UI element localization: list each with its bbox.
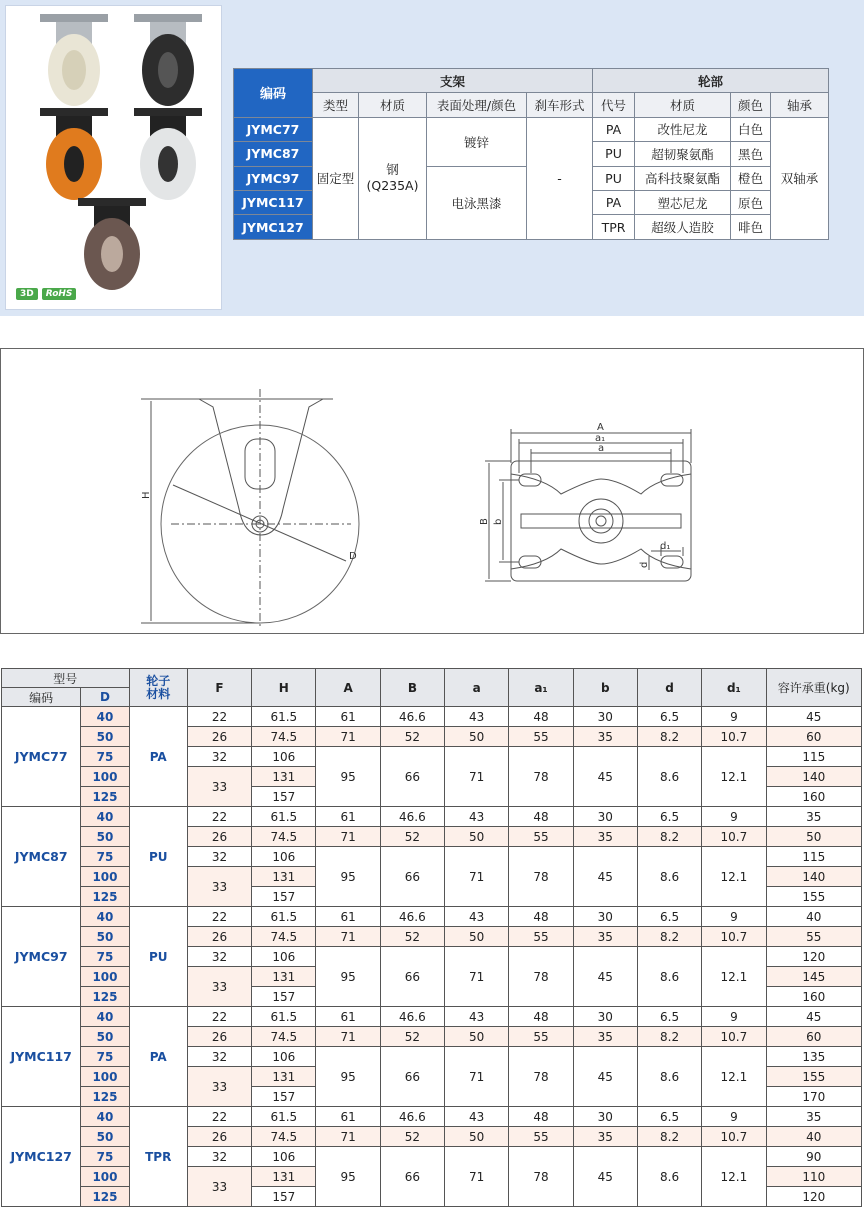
load-cell: 140 bbox=[766, 767, 861, 787]
H-cell: 131 bbox=[252, 867, 316, 887]
diameter-cell: 100 bbox=[81, 767, 129, 787]
load-cell: 120 bbox=[766, 1187, 861, 1207]
load-cell: 115 bbox=[766, 847, 861, 867]
B-cell: 66 bbox=[380, 847, 444, 907]
model-code: JYMC97 bbox=[2, 907, 81, 1007]
load-cell: 110 bbox=[766, 1167, 861, 1187]
load-cell: 40 bbox=[766, 1127, 861, 1147]
a-cell: 50 bbox=[445, 1127, 509, 1147]
F-cell: 22 bbox=[187, 907, 251, 927]
b-cell: 45 bbox=[573, 1147, 637, 1207]
header-H: H bbox=[252, 669, 316, 707]
spec-wheel-code: PU bbox=[593, 142, 635, 166]
diameter-cell: 75 bbox=[81, 847, 129, 867]
A-cell: 61 bbox=[316, 807, 380, 827]
B-cell: 46.6 bbox=[380, 1107, 444, 1127]
a-cell: 43 bbox=[445, 907, 509, 927]
load-cell: 155 bbox=[766, 1067, 861, 1087]
B-cell: 66 bbox=[380, 1147, 444, 1207]
diameter-cell: 40 bbox=[81, 807, 129, 827]
a-cell: 43 bbox=[445, 807, 509, 827]
spec-finish-zinc: 镀锌 bbox=[427, 117, 527, 166]
d1-cell: 9 bbox=[702, 707, 766, 727]
b-cell: 35 bbox=[573, 827, 637, 847]
technical-drawing bbox=[0, 348, 864, 634]
B-cell: 52 bbox=[380, 1027, 444, 1047]
spec-code-header: 编码 bbox=[234, 69, 313, 118]
b-cell: 35 bbox=[573, 1127, 637, 1147]
d-cell: 8.2 bbox=[637, 727, 701, 747]
d1-cell: 10.7 bbox=[702, 727, 766, 747]
spec-wheel-code: PA bbox=[593, 190, 635, 214]
diameter-cell: 50 bbox=[81, 1127, 129, 1147]
spec-wheel-code: PU bbox=[593, 166, 635, 190]
load-cell: 45 bbox=[766, 707, 861, 727]
F-cell: 22 bbox=[187, 1107, 251, 1127]
d1-cell: 9 bbox=[702, 907, 766, 927]
a1-cell: 55 bbox=[509, 1027, 573, 1047]
H-cell: 131 bbox=[252, 967, 316, 987]
H-cell: 61.5 bbox=[252, 1007, 316, 1027]
spec-code: JYMC127 bbox=[234, 215, 313, 239]
spec-sub-header: 轴承 bbox=[771, 93, 829, 117]
H-cell: 74.5 bbox=[252, 827, 316, 847]
F-cell: 32 bbox=[187, 847, 251, 867]
header-b: b bbox=[573, 669, 637, 707]
A-cell: 95 bbox=[316, 747, 380, 807]
load-cell: 155 bbox=[766, 887, 861, 907]
label-D: D bbox=[349, 551, 357, 562]
d1-cell: 12.1 bbox=[702, 847, 766, 907]
caster-photo-white bbox=[34, 12, 114, 108]
H-cell: 131 bbox=[252, 767, 316, 787]
F-cell: 32 bbox=[187, 947, 251, 967]
header-model: 型号 bbox=[2, 669, 130, 688]
table-row bbox=[2, 807, 862, 827]
header-D: D bbox=[81, 688, 129, 707]
wheel-material-cell: TPR bbox=[129, 1107, 187, 1207]
diameter-cell: 40 bbox=[81, 907, 129, 927]
b-cell: 45 bbox=[573, 847, 637, 907]
H-cell: 61.5 bbox=[252, 807, 316, 827]
F-cell: 26 bbox=[187, 1127, 251, 1147]
diameter-cell: 75 bbox=[81, 747, 129, 767]
header-code: 编码 bbox=[2, 688, 81, 707]
load-cell: 60 bbox=[766, 1027, 861, 1047]
spec-wheel-material: 超级人造胶 bbox=[635, 215, 731, 239]
wheel-material-cell: PA bbox=[129, 1007, 187, 1107]
d-cell: 8.6 bbox=[637, 1147, 701, 1207]
load-cell: 160 bbox=[766, 987, 861, 1007]
H-cell: 131 bbox=[252, 1167, 316, 1187]
d1-cell: 12.1 bbox=[702, 1147, 766, 1207]
b-cell: 45 bbox=[573, 747, 637, 807]
a-cell: 50 bbox=[445, 827, 509, 847]
caster-photo-black bbox=[128, 12, 208, 108]
b-cell: 30 bbox=[573, 1107, 637, 1127]
b-cell: 30 bbox=[573, 907, 637, 927]
A-cell: 71 bbox=[316, 827, 380, 847]
spec-wheel-code: PA bbox=[593, 117, 635, 141]
spec-color: 橙色 bbox=[731, 166, 771, 190]
A-cell: 71 bbox=[316, 727, 380, 747]
A-cell: 71 bbox=[316, 1027, 380, 1047]
H-cell: 106 bbox=[252, 1147, 316, 1167]
F-cell: 26 bbox=[187, 1027, 251, 1047]
model-code: JYMC87 bbox=[2, 807, 81, 907]
d1-cell: 10.7 bbox=[702, 927, 766, 947]
product-photos bbox=[5, 5, 222, 310]
spec-code: JYMC77 bbox=[234, 117, 313, 141]
F-cell: 26 bbox=[187, 927, 251, 947]
a1-cell: 48 bbox=[509, 707, 573, 727]
label-b: b bbox=[493, 518, 504, 525]
badge-3d: 3D bbox=[16, 288, 38, 300]
diameter-cell: 125 bbox=[81, 787, 129, 807]
diameter-cell: 125 bbox=[81, 987, 129, 1007]
table-row bbox=[2, 1107, 862, 1127]
B-cell: 46.6 bbox=[380, 807, 444, 827]
header-a: a bbox=[445, 669, 509, 707]
d1-cell: 9 bbox=[702, 1007, 766, 1027]
a-cell: 71 bbox=[445, 947, 509, 1007]
spec-finish-black: 电泳黑漆 bbox=[427, 166, 527, 239]
label-a1: a₁ bbox=[595, 433, 606, 444]
A-cell: 61 bbox=[316, 1007, 380, 1027]
A-cell: 95 bbox=[316, 1047, 380, 1107]
diameter-cell: 100 bbox=[81, 967, 129, 987]
H-cell: 61.5 bbox=[252, 707, 316, 727]
B-cell: 66 bbox=[380, 947, 444, 1007]
spec-color: 黑色 bbox=[731, 142, 771, 166]
spec-sub-header: 颜色 bbox=[731, 93, 771, 117]
B-cell: 46.6 bbox=[380, 907, 444, 927]
diameter-cell: 40 bbox=[81, 1107, 129, 1127]
spec-material: 钢 (Q235A) bbox=[359, 117, 427, 239]
label-B: B bbox=[479, 518, 490, 525]
A-cell: 71 bbox=[316, 927, 380, 947]
b-cell: 30 bbox=[573, 807, 637, 827]
diameter-cell: 125 bbox=[81, 1087, 129, 1107]
F-cell: 33 bbox=[187, 867, 251, 907]
a1-cell: 78 bbox=[509, 947, 573, 1007]
F-cell: 22 bbox=[187, 1007, 251, 1027]
H-cell: 157 bbox=[252, 1187, 316, 1207]
a-cell: 71 bbox=[445, 1147, 509, 1207]
diameter-cell: 100 bbox=[81, 1167, 129, 1187]
spec-sub-header: 表面处理/颜色 bbox=[427, 93, 527, 117]
a-cell: 50 bbox=[445, 1027, 509, 1047]
a1-cell: 48 bbox=[509, 1107, 573, 1127]
label-a: a bbox=[598, 443, 605, 454]
a1-cell: 48 bbox=[509, 907, 573, 927]
H-cell: 74.5 bbox=[252, 1027, 316, 1047]
diameter-cell: 50 bbox=[81, 1027, 129, 1047]
caster-photo-brown bbox=[72, 196, 152, 292]
spec-color: 白色 bbox=[731, 117, 771, 141]
diameter-cell: 75 bbox=[81, 947, 129, 967]
b-cell: 35 bbox=[573, 727, 637, 747]
load-cell: 60 bbox=[766, 727, 861, 747]
a1-cell: 78 bbox=[509, 847, 573, 907]
d-cell: 8.2 bbox=[637, 927, 701, 947]
H-cell: 74.5 bbox=[252, 727, 316, 747]
d1-cell: 9 bbox=[702, 1107, 766, 1127]
load-cell: 140 bbox=[766, 867, 861, 887]
load-cell: 120 bbox=[766, 947, 861, 967]
d-cell: 8.2 bbox=[637, 827, 701, 847]
d-cell: 8.2 bbox=[637, 1127, 701, 1147]
certification-badges bbox=[16, 288, 76, 300]
d1-cell: 10.7 bbox=[702, 827, 766, 847]
F-cell: 26 bbox=[187, 727, 251, 747]
d-cell: 6.5 bbox=[637, 1007, 701, 1027]
load-cell: 35 bbox=[766, 1107, 861, 1127]
diameter-cell: 125 bbox=[81, 1187, 129, 1207]
caster-photo-orange bbox=[34, 106, 114, 202]
spec-sub-header: 材质 bbox=[635, 93, 731, 117]
spec-bracket-header: 支架 bbox=[313, 69, 593, 93]
a-cell: 43 bbox=[445, 1007, 509, 1027]
F-cell: 32 bbox=[187, 1147, 251, 1167]
diameter-cell: 75 bbox=[81, 1047, 129, 1067]
dimension-table bbox=[1, 668, 862, 1207]
diameter-cell: 50 bbox=[81, 727, 129, 747]
diameter-cell: 100 bbox=[81, 867, 129, 887]
F-cell: 33 bbox=[187, 1167, 251, 1207]
H-cell: 61.5 bbox=[252, 1107, 316, 1127]
d1-cell: 10.7 bbox=[702, 1127, 766, 1147]
spec-code: JYMC87 bbox=[234, 142, 313, 166]
spec-wheel-material: 超韧聚氨酯 bbox=[635, 142, 731, 166]
A-cell: 95 bbox=[316, 847, 380, 907]
spec-wheel-material: 改性尼龙 bbox=[635, 117, 731, 141]
H-cell: 157 bbox=[252, 987, 316, 1007]
a1-cell: 55 bbox=[509, 727, 573, 747]
d-cell: 6.5 bbox=[637, 907, 701, 927]
spec-wheel-material: 塑芯尼龙 bbox=[635, 190, 731, 214]
model-code: JYMC117 bbox=[2, 1007, 81, 1107]
spec-sub-header: 刹车形式 bbox=[527, 93, 593, 117]
H-cell: 157 bbox=[252, 1087, 316, 1107]
header-load: 容许承重(kg) bbox=[766, 669, 861, 707]
a-cell: 71 bbox=[445, 1047, 509, 1107]
A-cell: 61 bbox=[316, 1107, 380, 1127]
wheel-material-cell: PA bbox=[129, 707, 187, 807]
A-cell: 61 bbox=[316, 707, 380, 727]
a1-cell: 48 bbox=[509, 807, 573, 827]
a-cell: 50 bbox=[445, 927, 509, 947]
spec-code: JYMC97 bbox=[234, 166, 313, 190]
b-cell: 30 bbox=[573, 707, 637, 727]
diameter-cell: 40 bbox=[81, 1007, 129, 1027]
spec-brake: - bbox=[527, 117, 593, 239]
a1-cell: 78 bbox=[509, 747, 573, 807]
d-cell: 8.2 bbox=[637, 1027, 701, 1047]
H-cell: 106 bbox=[252, 1047, 316, 1067]
diameter-cell: 125 bbox=[81, 887, 129, 907]
header-A: A bbox=[316, 669, 380, 707]
F-cell: 22 bbox=[187, 707, 251, 727]
B-cell: 52 bbox=[380, 727, 444, 747]
load-cell: 40 bbox=[766, 907, 861, 927]
spec-wheel-header: 轮部 bbox=[593, 69, 829, 93]
model-code: JYMC127 bbox=[2, 1107, 81, 1207]
spec-sub-header: 代号 bbox=[593, 93, 635, 117]
spec-sub-header: 类型 bbox=[313, 93, 359, 117]
H-cell: 106 bbox=[252, 747, 316, 767]
a-cell: 71 bbox=[445, 847, 509, 907]
spec-sub-header: 材质 bbox=[359, 93, 427, 117]
a1-cell: 55 bbox=[509, 1127, 573, 1147]
header-a1: a₁ bbox=[509, 669, 573, 707]
load-cell: 45 bbox=[766, 1007, 861, 1027]
F-cell: 22 bbox=[187, 807, 251, 827]
F-cell: 33 bbox=[187, 967, 251, 1007]
a-cell: 43 bbox=[445, 707, 509, 727]
d1-cell: 12.1 bbox=[702, 1047, 766, 1107]
d1-cell: 12.1 bbox=[702, 747, 766, 807]
A-cell: 95 bbox=[316, 1147, 380, 1207]
spec-code: JYMC117 bbox=[234, 190, 313, 214]
a1-cell: 48 bbox=[509, 1007, 573, 1027]
H-cell: 74.5 bbox=[252, 927, 316, 947]
H-cell: 157 bbox=[252, 787, 316, 807]
spec-type: 固定型 bbox=[313, 117, 359, 239]
H-cell: 74.5 bbox=[252, 1127, 316, 1147]
diameter-cell: 50 bbox=[81, 827, 129, 847]
A-cell: 71 bbox=[316, 1127, 380, 1147]
F-cell: 26 bbox=[187, 827, 251, 847]
d-cell: 8.6 bbox=[637, 947, 701, 1007]
load-cell: 160 bbox=[766, 787, 861, 807]
caster-photo-grey bbox=[128, 106, 208, 202]
spec-color: 原色 bbox=[731, 190, 771, 214]
B-cell: 52 bbox=[380, 927, 444, 947]
header-F: F bbox=[187, 669, 251, 707]
a1-cell: 55 bbox=[509, 827, 573, 847]
spec-wheel-code: TPR bbox=[593, 215, 635, 239]
wheel-material-cell: PU bbox=[129, 807, 187, 907]
H-cell: 131 bbox=[252, 1067, 316, 1087]
diameter-cell: 40 bbox=[81, 707, 129, 727]
header-wheel-material: 轮子 材料 bbox=[129, 669, 187, 707]
a-cell: 71 bbox=[445, 747, 509, 807]
H-cell: 106 bbox=[252, 847, 316, 867]
b-cell: 35 bbox=[573, 1027, 637, 1047]
B-cell: 66 bbox=[380, 747, 444, 807]
d-cell: 8.6 bbox=[637, 1047, 701, 1107]
diameter-cell: 50 bbox=[81, 927, 129, 947]
load-cell: 170 bbox=[766, 1087, 861, 1107]
a-cell: 50 bbox=[445, 727, 509, 747]
drawing-svg bbox=[1, 349, 863, 633]
H-cell: 157 bbox=[252, 887, 316, 907]
spec-bearing: 双轴承 bbox=[771, 117, 829, 239]
load-cell: 135 bbox=[766, 1047, 861, 1067]
B-cell: 52 bbox=[380, 827, 444, 847]
b-cell: 45 bbox=[573, 1047, 637, 1107]
a-cell: 43 bbox=[445, 1107, 509, 1127]
a1-cell: 55 bbox=[509, 927, 573, 947]
label-H: H bbox=[141, 491, 152, 499]
a1-cell: 78 bbox=[509, 1047, 573, 1107]
load-cell: 90 bbox=[766, 1147, 861, 1167]
load-cell: 115 bbox=[766, 747, 861, 767]
H-cell: 106 bbox=[252, 947, 316, 967]
d-cell: 6.5 bbox=[637, 1107, 701, 1127]
A-cell: 95 bbox=[316, 947, 380, 1007]
F-cell: 32 bbox=[187, 747, 251, 767]
load-cell: 35 bbox=[766, 807, 861, 827]
header-d1: d₁ bbox=[702, 669, 766, 707]
d1-cell: 9 bbox=[702, 807, 766, 827]
header-B: B bbox=[380, 669, 444, 707]
B-cell: 66 bbox=[380, 1047, 444, 1107]
spec-wheel-material: 高科技聚氨酯 bbox=[635, 166, 731, 190]
header-panel bbox=[0, 0, 864, 316]
table-row bbox=[2, 707, 862, 727]
badge-rohs: RoHS bbox=[42, 288, 77, 300]
table-row bbox=[2, 907, 862, 927]
header-d: d bbox=[637, 669, 701, 707]
d-cell: 6.5 bbox=[637, 807, 701, 827]
B-cell: 52 bbox=[380, 1127, 444, 1147]
b-cell: 30 bbox=[573, 1007, 637, 1027]
a1-cell: 78 bbox=[509, 1147, 573, 1207]
A-cell: 61 bbox=[316, 907, 380, 927]
F-cell: 32 bbox=[187, 1047, 251, 1067]
load-cell: 55 bbox=[766, 927, 861, 947]
load-cell: 50 bbox=[766, 827, 861, 847]
F-cell: 33 bbox=[187, 767, 251, 807]
spec-color: 啡色 bbox=[731, 215, 771, 239]
b-cell: 45 bbox=[573, 947, 637, 1007]
label-A: A bbox=[597, 422, 604, 433]
d1-cell: 12.1 bbox=[702, 947, 766, 1007]
d-cell: 8.6 bbox=[637, 847, 701, 907]
spec-table bbox=[233, 68, 829, 240]
B-cell: 46.6 bbox=[380, 707, 444, 727]
H-cell: 61.5 bbox=[252, 907, 316, 927]
diameter-cell: 100 bbox=[81, 1067, 129, 1087]
label-d: d bbox=[639, 561, 650, 568]
diameter-cell: 75 bbox=[81, 1147, 129, 1167]
d-cell: 6.5 bbox=[637, 707, 701, 727]
d1-cell: 10.7 bbox=[702, 1027, 766, 1047]
wheel-material-cell: PU bbox=[129, 907, 187, 1007]
label-d1: d₁ bbox=[660, 541, 671, 552]
b-cell: 35 bbox=[573, 927, 637, 947]
load-cell: 145 bbox=[766, 967, 861, 987]
B-cell: 46.6 bbox=[380, 1007, 444, 1027]
F-cell: 33 bbox=[187, 1067, 251, 1107]
table-row bbox=[2, 1007, 862, 1027]
d-cell: 8.6 bbox=[637, 747, 701, 807]
model-code: JYMC77 bbox=[2, 707, 81, 807]
